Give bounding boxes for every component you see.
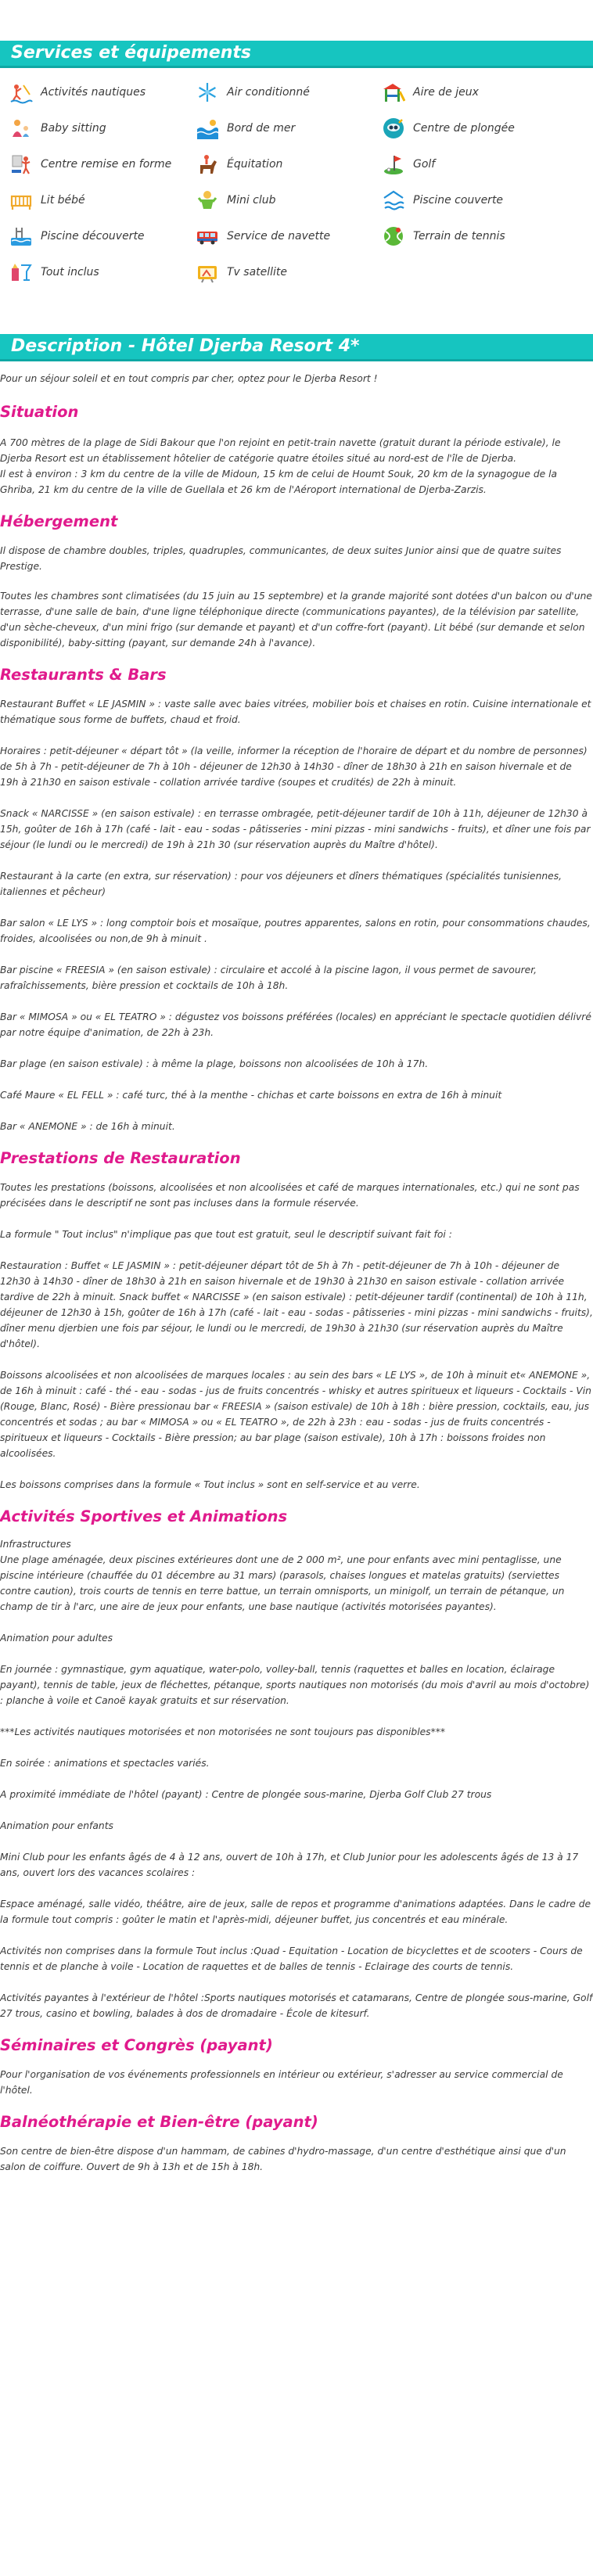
- service-label: Mini club: [227, 194, 276, 207]
- baby-sitting-icon: [9, 117, 33, 140]
- service-item-shuttle: [196, 225, 330, 248]
- paragraph: A 700 mètres de la plage de Sidi Bakour que l'on rejoint en petit-train navette (gratuit durant la période estivale), le Djerba Resort est un établissement hôtelier de catégorie quatre étoiles situé au nord-est de l'île de Djerba. Il est à environ : 3 km du centre de la ville de Midoun, 15 km de celui de Houmt Souk, 20 km de la synagogue de la Ghriba, 21 km du centre de la ville de Guellala et 26 km de l'Aéroport international de Djerba-Zarzis.: [0, 437, 561, 495]
- service-item-satellite-tv: [196, 260, 287, 284]
- paragraph: Toutes les chambres sont climatisées (du 15 juin au 15 septembre) et la grande majorité sont dotées d'un balcon ou d'une terrasse, d'une salle de bain, d'une ligne téléphonique directe (communications payantes), de la télévision par satellite, d'un sèche-cheveux, d'un mini frigo (sur demande et payant) et d'un coffre-fort (payant). Lit bébé (sur demande et selon disponibilité), baby-sitting (payant, sur demande 24h à l'avance).: [0, 591, 592, 648]
- service-label: Activités nautiques: [41, 86, 146, 99]
- service-label: Centre de plongée: [413, 122, 515, 135]
- paragraph: Les boissons comprises dans la formule « Tout inclus » sont en self-service et au verre.: [0, 1479, 420, 1490]
- section-heading-situation: Situation: [0, 403, 79, 421]
- service-label: Air conditionné: [227, 86, 310, 99]
- paragraph: Espace aménagé, salle vidéo, théâtre, aire de jeux, salle de repos et programme d'animations adaptées. Dans le cadre de la formule tout compris : goûter le matin et l'après-midi, déjeuner buffet, jus concentrés et eau minérale.: [0, 1899, 591, 1925]
- service-label: Équitation: [227, 158, 283, 171]
- service-item-golf: [382, 153, 435, 176]
- section-heading-restaurants: Restaurants & Bars: [0, 666, 167, 684]
- service-label: Piscine découverte: [41, 230, 145, 243]
- paragraph: Restauration : Buffet « LE JASMIN » : petit-déjeuner départ tôt de 5h à 7h - petit-déjeuner de 7h à 10h - déjeuner de 12h30 à 14h30 - dîner de 18h30 à 21h en saison hivernale et de 19h30 à 21h30 en saison estivale - collation arrivée tardive de 22h à minuit. Snack buffet « NARCISSE » (en saison estivale) : petit-déjeuner tardif (continental) de 10h à 11h, déjeuner de 12h30 à 15h, goûter de 16h à 17h (café - lait - eau - sodas - pâtisseries - mini pizzas - mini sandwichs - fruits), dîner menu djerbien une fois par séjour, le lundi ou le mercredi, de 19h30 à 21h30 (sur réservation auprès du Maître d'hôtel).: [0, 1260, 593, 1349]
- paragraph: Toutes les prestations (boissons, alcoolisées et non alcoolisées et café de marques internationales, etc.) qui ne sont pas précisées dans le descriptif ne sont pas incluses dans la formule réservée.: [0, 1182, 580, 1209]
- section-heading-seminaires: Séminaires et Congrès (payant): [0, 2036, 273, 2054]
- paragraph: Pour l'organisation de vos événements professionnels en intérieur ou extérieur, s'adresser au service commercial de l'hôtel.: [0, 2069, 563, 2096]
- shuttle-icon: [196, 225, 219, 248]
- paragraph: Snack « NARCISSE » (en saison estivale) : en terrasse ombragée, petit-déjeuner tardif de 10h à 11h, déjeuner de 12h30 à 15h, goûter de 16h à 17h (café - lait - eau - sodas - pâtisseries - mini pizzas - mini sandwichs - fruits), et dîner une fois par séjour (le lundi ou le mercredi) de 19h à 21h 30 (sur réservation auprès du Maître d'hôtel).: [0, 808, 591, 850]
- service-item-diving: [382, 117, 515, 140]
- paragraph: Son centre de bien-être dispose d'un hammam, de cabines d'hydro-massage, d'un centre d'esthétique ainsi que d'un salon de coiffure. Ouvert de 9h à 13h et de 15h à 18h.: [0, 2146, 566, 2172]
- tennis-icon: [382, 225, 405, 248]
- paragraph: Animation pour enfants: [0, 1820, 113, 1831]
- paragraph: Restaurant Buffet « LE JASMIN » : vaste salle avec baies vitrées, mobilier bois et chaises en rotin. Cuisine internationale et thématique sous forme de buffets, chaud et froid.: [0, 699, 591, 725]
- paragraph: Bar plage (en saison estivale) : à même la plage, boissons non alcoolisées de 10h à 17h.: [0, 1058, 429, 1069]
- paragraph: La formule " Tout inclus" n'implique pas que tout est gratuit, seul le descriptif suivant fait foi :: [0, 1229, 452, 1240]
- service-label: Lit bébé: [41, 194, 85, 207]
- services-banner: [0, 41, 593, 68]
- service-label: Service de navette: [227, 230, 331, 243]
- paragraph: Horaires : petit-déjeuner « départ tôt » (la veille, informer la réception de l'horaire de départ et du nombre de personnes) de 5h à 7h - petit-déjeuner de 7h à 10h - déjeuner de 12h30 à 14h30 - dîner de 18h30 à 21h en saison hivernale et de 19h à 21h30 en saison estivale - collation arrivée tardive (soupes et crudités) de 22h à minuit.: [0, 745, 588, 788]
- paragraph: Boissons alcoolisées et non alcoolisées de marques locales : au sein des bars « LE LYS », de 10h à minuit et« ANEMONE », de 16h à minuit : café - thé - eau - sodas - jus de fruits concentrés - whisky et autres spiritueux et liqueurs - Cocktails - Vin (Rouge, Blanc, Rosé) - Bière pressionau bar « FREESIA » (saison estivale) de 10h à 18h : bière pression, cocktails, eau, jus concentrés et sodas ; au bar « MIMOSA » ou « EL TEATRO », de 22h à 23h : eau - sodas - jus de fruits concentrés - spiritueux et liqueurs - Cocktails - Bière pression; au bar plage (saison estivale), 10h à 17h : boissons froides non alcoolisées.: [0, 1370, 591, 1459]
- service-item-baby-bed: [9, 189, 85, 212]
- service-label: Terrain de tennis: [413, 230, 505, 243]
- services-grid: [0, 68, 593, 303]
- seaside-icon: [196, 117, 219, 140]
- fitness-icon: [9, 153, 33, 176]
- service-item-water-activities: [9, 81, 146, 104]
- service-item-baby-sitting: [9, 117, 106, 140]
- satellite-tv-icon: [196, 260, 219, 284]
- mini-club-icon: [196, 189, 219, 212]
- service-item-all-inclusive: [9, 260, 99, 284]
- diving-icon: [382, 117, 405, 140]
- paragraph: En soirée : animations et spectacles variés.: [0, 1758, 210, 1769]
- indoor-pool-icon: [382, 189, 405, 212]
- service-label: Golf: [413, 158, 436, 171]
- service-item-mini-club: [196, 189, 276, 212]
- intro-text: Pour un séjour soleil et en tout compris par cher, optez pour le Djerba Resort !: [0, 373, 378, 384]
- paragraph: Bar « ANEMONE » : de 16h à minuit.: [0, 1121, 175, 1132]
- service-label: Aire de jeux: [413, 86, 479, 99]
- section-heading-balneotherapie: Balnéothérapie et Bien-être (payant): [0, 2113, 318, 2131]
- paragraph: Bar salon « LE LYS » : long comptoir bois et mosaïque, poutres apparentes, salons en rotin, pour consommations chaudes, froides, alcoolisées ou non,de 9h à minuit .: [0, 918, 591, 944]
- outdoor-pool-icon: [9, 225, 33, 248]
- paragraph: Café Maure « EL FELL » : café turc, thé à la menthe - chichas et carte boissons en extra de 16h à minuit: [0, 1090, 502, 1101]
- paragraph: Restaurant à la carte (en extra, sur réservation) : pour vos déjeuners et dîners thématiques (spécialités tunisiennes, italiennes et pêcheur): [0, 871, 562, 897]
- paragraph: Infrastructures Une plage aménagée, deux piscines extérieures dont une de 2 000 m², une pour enfants avec mini pentaglisse, une piscine intérieure (chauffée du 01 décembre au 31 mars) (parasols, chaises longues et matelas gratuits) (serviettes contre caution), trois courts de tennis en terre battue, un terrain omnisports, un minigolf, un terrain de pétanque, un champ de tir à l'arc, une aire de jeux pour enfants, une base nautique (activités motorisées payantes).: [0, 1539, 565, 1612]
- service-item-fitness: [9, 153, 171, 176]
- playground-icon: [382, 81, 405, 104]
- service-label: Tv satellite: [227, 266, 288, 278]
- service-label: Bord de mer: [227, 122, 296, 135]
- snowflake-icon: [196, 81, 219, 104]
- section-heading-hebergement: Hébergement: [0, 512, 118, 530]
- service-label: Baby sitting: [41, 122, 106, 135]
- paragraph: A proximité immédiate de l'hôtel (payant) : Centre de plongée sous-marine, Djerba Golf Club 27 trous: [0, 1789, 492, 1800]
- paragraph: Bar « MIMOSA » ou « EL TEATRO » : dégustez vos boissons préférées (locales) en appréciant le spectacle quotidien délivré par notre équipe d'animation, de 22h à 23h.: [0, 1011, 591, 1038]
- paragraph: Bar piscine « FREESIA » (en saison estivale) : circulaire et accolé à la piscine lagon, il vous permet de savourer, rafraîchissements, bière pression et cocktails de 10h à 18h.: [0, 965, 537, 991]
- service-item-air-conditioning: [196, 81, 310, 104]
- paragraph: Activités payantes à l'extérieur de l'hôtel :Sports nautiques motorisés et catamarans, Centre de plongée sous-marine, Golf 27 trous, casino et bowling, balades à dos de dromadaire - École de kitesurf.: [0, 1992, 593, 2019]
- paragraph: Mini Club pour les enfants âgés de 4 à 12 ans, ouvert de 10h à 17h, et Club Junior pour les adolescents âgés de 13 à 17 ans, ouvert lors des vacances scolaires :: [0, 1852, 579, 1878]
- paragraph: ***Les activités nautiques motorisées et non motorisées ne sont toujours pas disponibles***: [0, 1726, 446, 1737]
- service-label: Piscine couverte: [413, 194, 504, 207]
- service-item-seaside: [196, 117, 295, 140]
- service-label: Tout inclus: [41, 266, 99, 278]
- paragraph: Activités non comprises dans la formule Tout inclus :Quad - Equitation - Location de bicyclettes et de scooters - Cours de tennis et de planche à voile - Location de raquettes et de balles de tennis - Eclairage des courts de tennis.: [0, 1945, 583, 1972]
- golf-icon: [382, 153, 405, 176]
- paragraph: Il dispose de chambre doubles, triples, quadruples, communicantes, de deux suites Junior ainsi que de quatre suites Prestige.: [0, 545, 562, 572]
- description-banner: [0, 334, 593, 361]
- baby-bed-icon: [9, 189, 33, 212]
- horse-riding-icon: [196, 153, 219, 176]
- service-item-tennis: [382, 225, 505, 248]
- service-item-horse-riding: [196, 153, 282, 176]
- description-title: Description - Hôtel Djerba Resort 4*: [11, 336, 360, 356]
- service-item-outdoor-pool: [9, 225, 145, 248]
- section-heading-prestations: Prestations de Restauration: [0, 1149, 241, 1167]
- paragraph: En journée : gymnastique, gym aquatique, water-polo, volley-ball, tennis (raquettes et balles en location, éclairage payant), tennis de table, jeux de fléchettes, pétanque, sports nautiques non motorisés (du mois d'avril au mois d'octobre) : planche à voile et Canoë kayak gratuits et sur réservation.: [0, 1664, 590, 1706]
- description-body: [0, 371, 593, 2175]
- services-title: Services et équipements: [11, 43, 251, 63]
- service-item-playground: [382, 81, 479, 104]
- service-label: Centre remise en forme: [41, 158, 172, 171]
- all-inclusive-icon: [9, 260, 33, 284]
- section-heading-activites: Activités Sportives et Animations: [0, 1507, 288, 1525]
- water-activities-icon: [9, 81, 33, 104]
- paragraph: Animation pour adultes: [0, 1633, 113, 1644]
- hotel-page: [0, 41, 593, 2175]
- service-item-indoor-pool: [382, 189, 503, 212]
